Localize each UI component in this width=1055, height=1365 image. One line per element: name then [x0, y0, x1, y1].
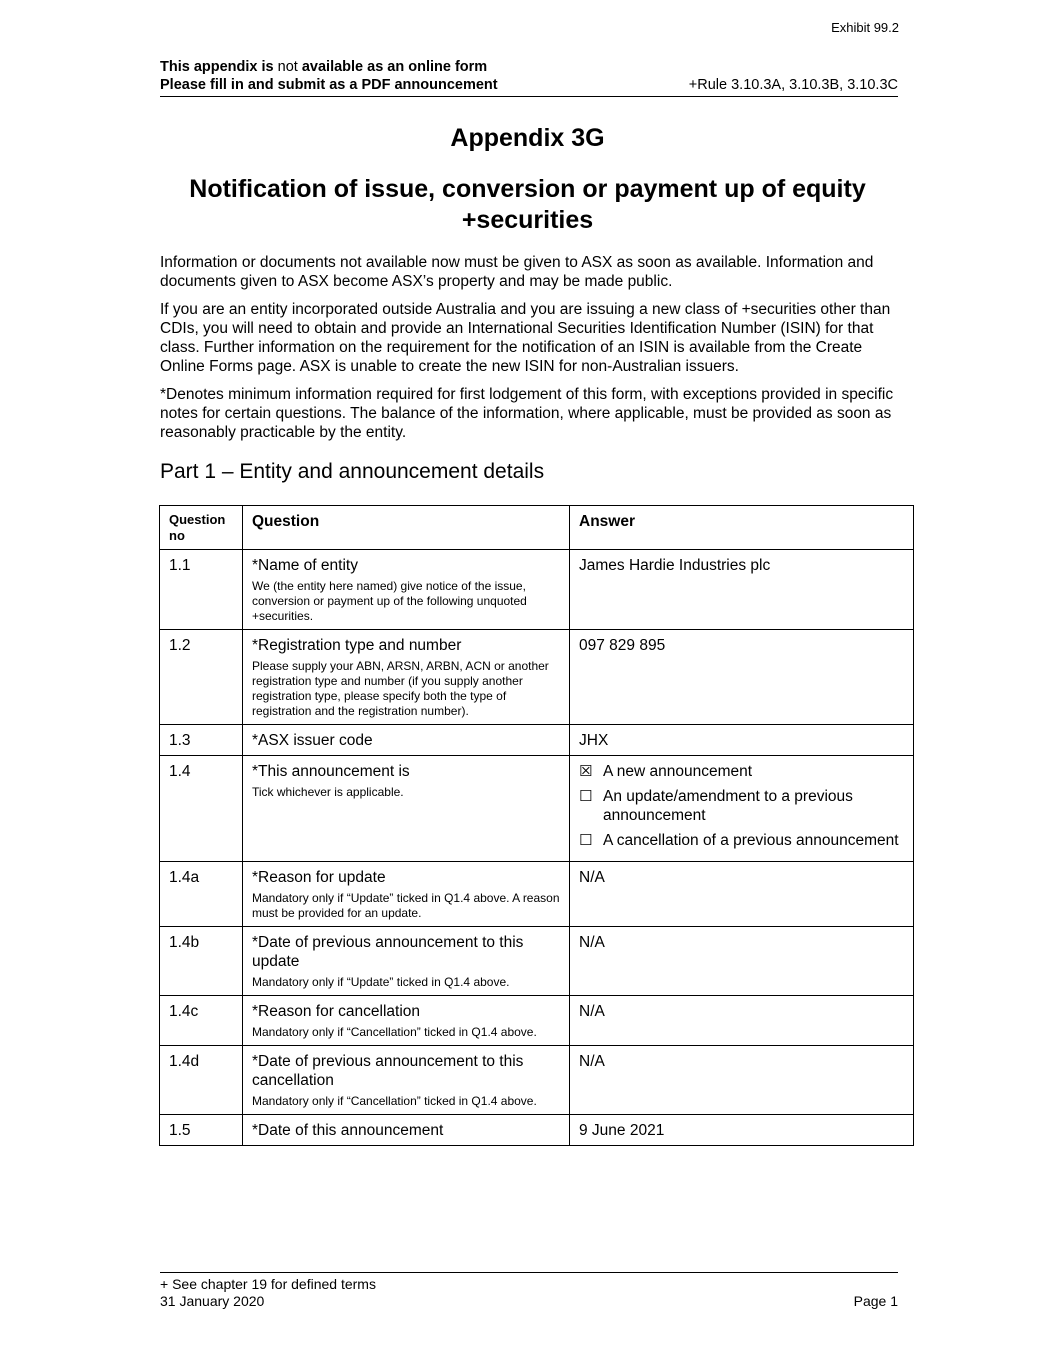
- question-number: 1.4: [160, 756, 243, 862]
- option-label: An update/amendment to a previous announcement: [603, 788, 853, 824]
- question-cell: [243, 1115, 570, 1146]
- question-cell: [243, 1046, 570, 1115]
- answer-cell: James Hardie Industries plc: [570, 550, 914, 630]
- question-cell: [243, 630, 570, 725]
- question-number: 1.1: [160, 550, 243, 630]
- question-text: *Name of entity: [252, 557, 358, 574]
- unchecked-checkbox-icon[interactable]: ☐: [579, 832, 593, 849]
- question-cell: [243, 756, 570, 862]
- answer-cell: N/A: [570, 996, 914, 1046]
- form-header: [160, 58, 898, 97]
- question-note: Mandatory only if “Cancellation” ticked in Q1.4 above.: [252, 1094, 537, 1108]
- table-row: [160, 862, 914, 927]
- question-text: *This announcement is: [252, 763, 410, 780]
- question-note: Mandatory only if “Update” ticked in Q1.4 above. A reason must be provided for an update.: [252, 891, 560, 920]
- intro-paragraph: If you are an entity incorporated outside Australia and you are issuing a new class of +securities other than CDIs, you will need to obtain and provide an International Securities Identification Number (ISIN) for that class. Further information on the requirement for the notification of an ISIN is available from the Create Online Forms page. ASX is unable to create the new ISIN for non-Australian issuers.: [160, 301, 891, 375]
- header-line-1-b: available as an online form: [301, 59, 488, 75]
- question-note: Mandatory only if “Cancellation” ticked in Q1.4 above.: [252, 1025, 537, 1039]
- answer-cell: N/A: [570, 862, 914, 927]
- header-line-1: [160, 58, 898, 76]
- announcement-type-option[interactable]: [579, 831, 904, 850]
- header-line-2: [160, 76, 898, 94]
- option-label: A cancellation of a previous announcement: [603, 832, 899, 849]
- header-line-1-a: This appendix is: [160, 59, 274, 75]
- question-text: *Date of previous announcement to this update: [252, 934, 524, 970]
- page-footer: [160, 1272, 898, 1310]
- question-cell: [243, 862, 570, 927]
- question-cell: [243, 927, 570, 996]
- announcement-type-option[interactable]: [579, 762, 904, 781]
- question-text: *Date of this announcement: [252, 1122, 444, 1139]
- footer-row: [160, 1293, 898, 1310]
- answer-cell: N/A: [570, 927, 914, 996]
- table-row: [160, 630, 914, 725]
- footer-date: 31 January 2020: [160, 1293, 265, 1309]
- question-text: *Registration type and number: [252, 637, 462, 654]
- question-note: We (the entity here named) give notice of the issue, conversion or payment up of the following unquoted +securities.: [252, 579, 527, 623]
- intro-paragraph: *Denotes minimum information required for first lodgement of this form, with exceptions provided in specific notes for certain questions. The balance of the information, where applicable, must be provided as soon as reasonably practicable by the entity.: [160, 386, 894, 441]
- question-cell: [243, 550, 570, 630]
- question-text: *Reason for update: [252, 869, 386, 886]
- column-header-question: Question: [243, 506, 570, 550]
- question-note: Tick whichever is applicable.: [252, 785, 404, 799]
- column-header-question-no: Question no: [160, 506, 243, 550]
- question-note: Mandatory only if “Update” ticked in Q1.4 above.: [252, 975, 510, 989]
- intro-text: [160, 253, 896, 451]
- unchecked-checkbox-icon[interactable]: ☐: [579, 788, 593, 805]
- header-instruction: Please fill in and submit as a PDF announcement: [160, 77, 498, 93]
- question-number: 1.4b: [160, 927, 243, 996]
- footer-note: + See chapter 19 for defined terms: [160, 1276, 376, 1292]
- table-row: [160, 1115, 914, 1146]
- question-number: 1.5: [160, 1115, 243, 1146]
- table-row: [160, 725, 914, 756]
- answer-cell: JHX: [570, 725, 914, 756]
- question-text: *Reason for cancellation: [252, 1003, 421, 1020]
- section-heading: Part 1 – Entity and announcement details: [160, 460, 545, 483]
- checked-checkbox-icon[interactable]: ☒: [579, 763, 593, 780]
- question-number: 1.3: [160, 725, 243, 756]
- question-note: Please supply your ABN, ARSN, ARBN, ACN or another registration type and number (if you supply another registration type, please specify both the type of registration and the registration number).: [252, 659, 549, 718]
- question-cell: [243, 996, 570, 1046]
- question-number: 1.4a: [160, 862, 243, 927]
- page-number: Page 1: [853, 1293, 898, 1309]
- exhibit-label: Exhibit 99.2: [831, 20, 899, 35]
- answer-cell: 097 829 895: [570, 630, 914, 725]
- option-label: A new announcement: [603, 763, 753, 780]
- question-number: 1.2: [160, 630, 243, 725]
- table-row: [160, 996, 914, 1046]
- table-row: [160, 1046, 914, 1115]
- intro-paragraph: Information or documents not available now must be given to ASX as soon as available. Information and documents given to ASX become ASX’s property and may be made public.: [160, 254, 874, 290]
- page-title: Appendix 3G: [450, 124, 605, 152]
- answer-cell: N/A: [570, 1046, 914, 1115]
- announcement-type-option[interactable]: [579, 787, 904, 825]
- answer-cell: 9 June 2021: [570, 1115, 914, 1146]
- question-text: *ASX issuer code: [252, 732, 373, 749]
- question-text: *Date of previous announcement to this cancellation: [252, 1053, 524, 1089]
- column-header-answer: Answer: [570, 506, 914, 550]
- question-number: 1.4d: [160, 1046, 243, 1115]
- table-header-row: [160, 506, 914, 550]
- question-number: 1.4c: [160, 996, 243, 1046]
- answer-cell: [570, 756, 914, 862]
- table-row: [160, 927, 914, 996]
- table-row: [160, 756, 914, 862]
- header-line-1-not: not: [277, 59, 298, 75]
- entity-details-table: [159, 505, 914, 1146]
- table-row: [160, 550, 914, 630]
- page-subtitle: Notification of issue, conversion or payment up of equity +securities: [189, 175, 866, 234]
- question-cell: [243, 725, 570, 756]
- header-rule-ref: +Rule 3.10.3A, 3.10.3B, 3.10.3C: [688, 77, 898, 93]
